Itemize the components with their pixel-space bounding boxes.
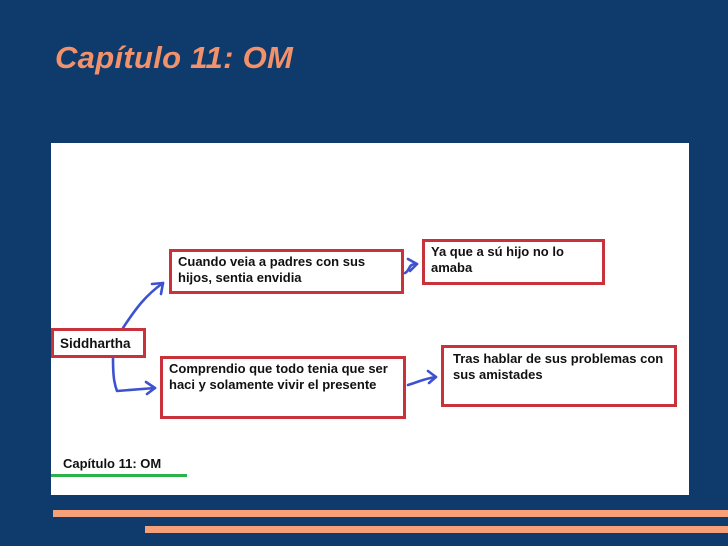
diagram-image xyxy=(51,143,689,495)
arrow-root-to-top-left xyxy=(123,283,163,328)
slide-title: Capítulo 11: OM xyxy=(55,40,294,75)
arrow-root-to-bottom-left xyxy=(113,358,155,394)
node-envy: Cuando veia a padres con sus hijos, sentia envidia xyxy=(169,249,404,294)
node-friends: Tras hablar de sus problemas con sus amistades xyxy=(441,345,677,407)
arrow-top-left-to-top-right xyxy=(405,259,417,273)
arrows xyxy=(51,143,689,495)
decorative-line-bottom xyxy=(145,526,728,533)
diagram-caption: Capítulo 11: OM xyxy=(63,456,162,471)
caption-underline xyxy=(51,474,187,477)
decorative-line-top xyxy=(53,510,728,517)
node-son-love: Ya que a sú hijo no lo amaba xyxy=(422,239,605,285)
arrow-bottom-left-to-bottom-right xyxy=(408,371,436,385)
node-acceptance: Comprendio que todo tenia que ser haci y solamente vivir el presente xyxy=(160,356,406,419)
node-siddhartha: Siddhartha xyxy=(51,328,146,358)
